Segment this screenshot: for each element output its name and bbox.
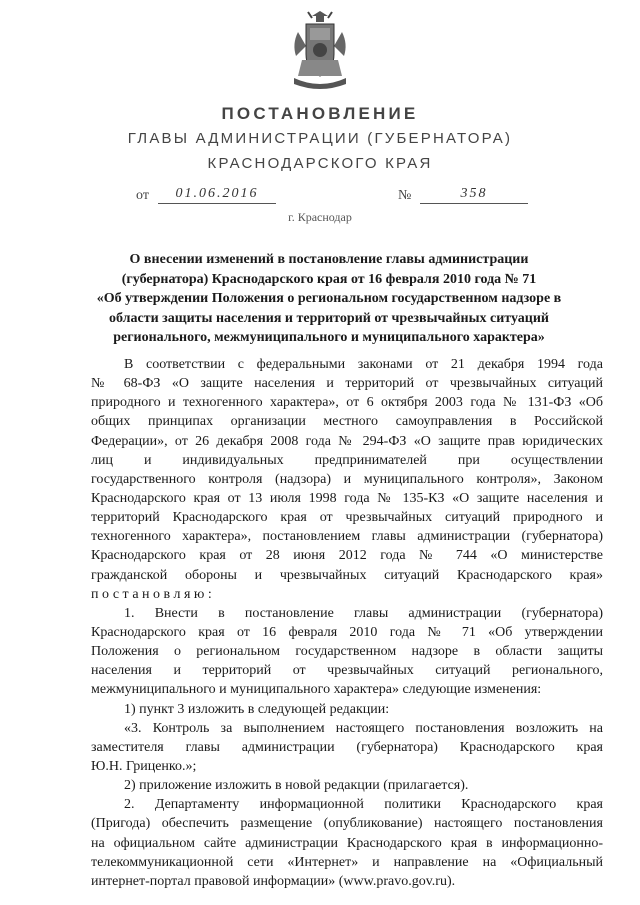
title-line: области защиты населения и территорий от чрезвычайных ситуаций [109,310,549,326]
body-line: межмуниципального и муниципального характера» следующие изменения: [91,682,542,698]
body-line: Краснодарского края от 28 июня 2012 года № 744 «О министерстве [91,548,603,564]
body-line: территорий Краснодарского края от чрезвычайных ситуаций природного и [91,510,603,526]
body-line: заместителя главы администрации (губернатора) Краснодарского края [91,739,603,755]
body-line: Краснодарского края от 13 июля 1998 года № 135-КЗ «О защите населения и [91,490,603,506]
title-line: регионального, межмуниципального и муниципального характера» [113,330,545,345]
number-prefix: № [398,188,412,203]
document-date: 01.06.2016 [158,186,276,204]
document-number: 358 [420,186,528,204]
body-line: Федерации», от 26 декабря 2008 года № 294-ФЗ «О защите прав юридических [91,433,603,449]
body-line: Положения о региональном государственном надзоре в области защиты [91,644,603,660]
title-line: «Об утверждении Положения о региональном государственном надзоре в [96,291,562,306]
coat-of-arms-emblem [288,10,352,90]
title-line: (губернатора) Краснодарского края от 16 февраля 2010 года № 71 [121,271,537,287]
body-line: телекоммуникационной сети «Интернет» и направление на «Официальный [91,854,603,870]
body-line: общих принципах организации местного самоуправления в Российской [91,414,603,430]
body-line: лиц и индивидуальных предпринимателей при осуществлении [91,452,603,468]
body-line: Краснодарского края от 16 февраля 2010 года № 71 «Об утверждении [91,624,603,640]
body-line: природного и техногенного характера», от 6 октября 2003 года № 131-ФЗ «Об [91,395,603,411]
body-line: государственного контроля (надзора) и муниципального контроля», Законом [91,471,603,487]
document-body [91,355,603,891]
document-title [74,250,584,348]
body-line: 1. Внести в постановление главы администрации (губернатора) [124,605,603,621]
issuer-heading: ГЛАВЫ АДМИНИСТРАЦИИ (ГУБЕРНАТОРА) [127,130,513,147]
body-line: населения и территорий от чрезвычайных ситуаций регионального, [91,663,603,679]
body-line: 1) пункт 3 изложить в следующей редакции: [124,701,390,717]
body-line: на официальном сайте администрации Краснодарского края в информационно- [91,835,603,851]
body-line: интернет-портал правовой информации» (www.pravo.gov.ru). [91,873,456,889]
region-heading: КРАСНОДАРСКОГО КРАЯ [207,155,433,172]
body-line: «3. Контроль за выполнением настоящего постановления возложить на [124,720,603,736]
body-line: техногенного характера», постановлением главы администрации (губернатора) [91,529,603,545]
document-type-heading: ПОСТАНОВЛЕНИЕ [221,104,419,123]
body-line: В соответствии с федеральными законами от 21 декабря 1994 года [124,357,603,372]
body-line: 2) приложение изложить в новой редакции (прилагается). [124,778,469,794]
body-line: гражданской обороны и чрезвычайных ситуаций Краснодарского края» [91,567,603,583]
body-line: (Пригода) обеспечить размещение (опубликование) настоящего постановления [91,816,603,832]
date-prefix: от [136,188,149,203]
body-line: 2. Департаменту информационной политики Краснодарского края [124,797,603,813]
body-line: постановляю: [91,586,216,602]
body-line: № 68-ФЗ «О защите населения и территорий от чрезвычайных ситуаций [91,376,603,392]
title-line: О внесении изменений в постановление главы администрации [129,252,529,267]
city-label: г. Краснодар [288,210,352,224]
body-line: Ю.Н. Гриценко.»; [91,758,197,774]
